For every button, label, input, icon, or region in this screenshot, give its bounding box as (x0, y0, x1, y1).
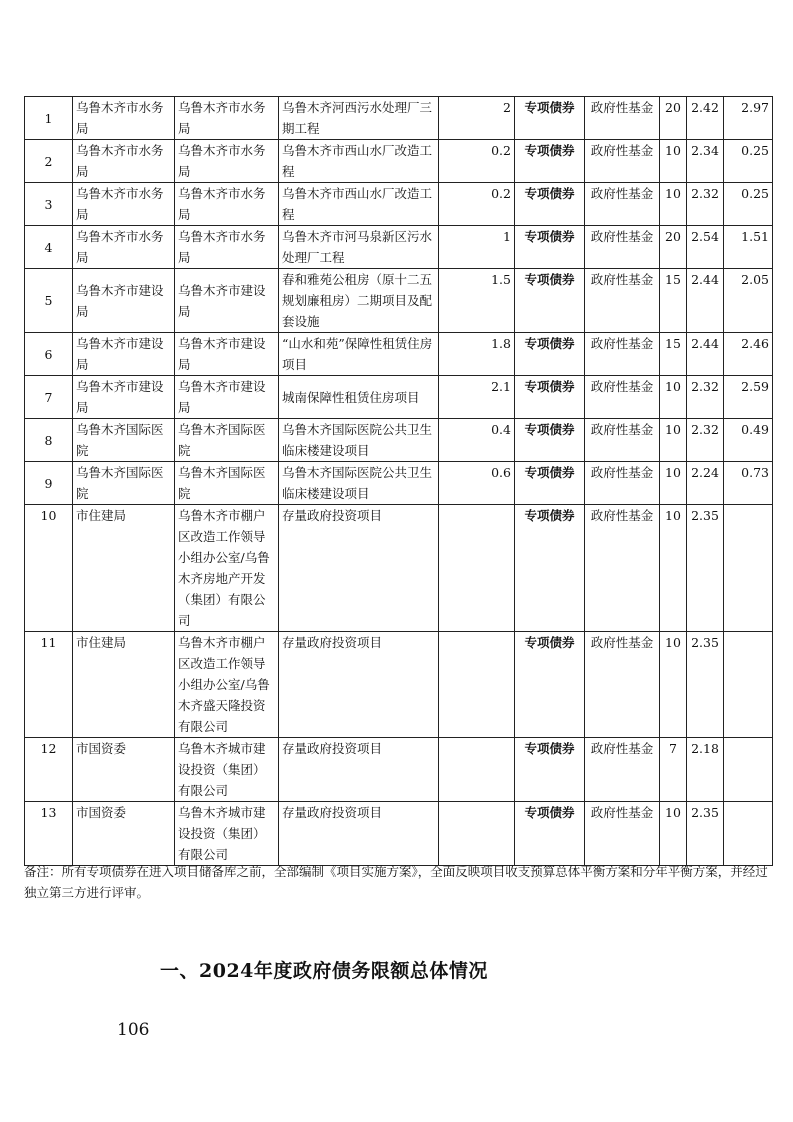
cell-bond-type: 专项债券 (515, 333, 585, 376)
cell-value: 2.05 (724, 269, 773, 333)
cell-implementing-unit: 乌鲁木齐城市建设投资（集团）有限公司 (175, 802, 279, 866)
cell-term: 10 (660, 376, 687, 419)
cell-rate: 2.54 (687, 226, 724, 269)
cell-bond-type: 专项债券 (515, 632, 585, 738)
cell-fund-type: 政府性基金 (585, 419, 660, 462)
table-row (25, 97, 773, 140)
cell-fund-type: 政府性基金 (585, 376, 660, 419)
cell-fund-type: 政府性基金 (585, 632, 660, 738)
cell-implementing-unit: 乌鲁木齐城市建设投资（集团）有限公司 (175, 738, 279, 802)
cell-amount: 0.2 (439, 140, 515, 183)
cell-no: 13 (25, 802, 73, 866)
cell-value: 0.25 (724, 140, 773, 183)
cell-department: 市国资委 (73, 738, 175, 802)
cell-value (724, 632, 773, 738)
cell-implementing-unit: 乌鲁木齐市建设局 (175, 376, 279, 419)
cell-department: 市住建局 (73, 632, 175, 738)
page-number: 106 (117, 1020, 150, 1040)
cell-project: 乌鲁木齐国际医院公共卫生临床楼建设项目 (279, 462, 439, 505)
table-row (25, 376, 773, 419)
cell-implementing-unit: 乌鲁木齐国际医院 (175, 462, 279, 505)
cell-fund-type: 政府性基金 (585, 505, 660, 632)
cell-amount: 1 (439, 226, 515, 269)
cell-amount: 0.2 (439, 183, 515, 226)
cell-department: 乌鲁木齐国际医院 (73, 419, 175, 462)
cell-amount: 2.1 (439, 376, 515, 419)
cell-value: 0.73 (724, 462, 773, 505)
cell-term: 10 (660, 183, 687, 226)
cell-bond-type: 专项债券 (515, 419, 585, 462)
cell-project: 乌鲁木齐市西山水厂改造工程 (279, 183, 439, 226)
cell-bond-type: 专项债券 (515, 226, 585, 269)
cell-bond-type: 专项债券 (515, 97, 585, 140)
cell-rate: 2.18 (687, 738, 724, 802)
cell-bond-type: 专项债券 (515, 802, 585, 866)
debt-project-table (24, 96, 773, 866)
cell-amount (439, 738, 515, 802)
cell-fund-type: 政府性基金 (585, 140, 660, 183)
cell-term: 20 (660, 226, 687, 269)
cell-fund-type: 政府性基金 (585, 97, 660, 140)
cell-rate: 2.44 (687, 333, 724, 376)
footnote: 备注：所有专项债券在进入项目储备库之前，全部编制《项目实施方案》，全面反映项目收支预算总体平衡方案和分年平衡方案，并经过独立第三方进行评审。 (24, 864, 768, 900)
cell-fund-type: 政府性基金 (585, 462, 660, 505)
cell-rate: 2.42 (687, 97, 724, 140)
cell-project: 乌鲁木齐市河马泉新区污水处理厂工程 (279, 226, 439, 269)
cell-rate: 2.32 (687, 183, 724, 226)
cell-department: 市国资委 (73, 802, 175, 866)
cell-implementing-unit: 乌鲁木齐市水务局 (175, 140, 279, 183)
cell-rate: 2.35 (687, 505, 724, 632)
cell-no: 4 (25, 226, 73, 269)
cell-no: 3 (25, 183, 73, 226)
cell-project: “山水和苑”保障性租赁住房项目 (279, 333, 439, 376)
cell-amount: 1.5 (439, 269, 515, 333)
cell-value (724, 802, 773, 866)
cell-rate: 2.32 (687, 376, 724, 419)
cell-no: 5 (25, 269, 73, 333)
cell-fund-type: 政府性基金 (585, 226, 660, 269)
cell-implementing-unit: 乌鲁木齐市棚户区改造工作领导小组办公室/乌鲁木齐房地产开发（集团）有限公司 (175, 505, 279, 632)
cell-term: 15 (660, 333, 687, 376)
cell-department: 乌鲁木齐国际医院 (73, 462, 175, 505)
cell-fund-type: 政府性基金 (585, 183, 660, 226)
cell-no: 10 (25, 505, 73, 632)
cell-project: 乌鲁木齐市西山水厂改造工程 (279, 140, 439, 183)
table-row (25, 269, 773, 333)
cell-fund-type: 政府性基金 (585, 738, 660, 802)
cell-implementing-unit: 乌鲁木齐市水务局 (175, 97, 279, 140)
cell-bond-type: 专项债券 (515, 462, 585, 505)
cell-bond-type: 专项债券 (515, 269, 585, 333)
cell-amount (439, 505, 515, 632)
cell-implementing-unit: 乌鲁木齐国际医院 (175, 419, 279, 462)
cell-term: 20 (660, 97, 687, 140)
cell-rate: 2.24 (687, 462, 724, 505)
cell-project: 城南保障性租赁住房项目 (279, 376, 439, 419)
cell-no: 11 (25, 632, 73, 738)
cell-department: 乌鲁木齐市水务局 (73, 183, 175, 226)
cell-value: 2.97 (724, 97, 773, 140)
cell-implementing-unit: 乌鲁木齐市建设局 (175, 269, 279, 333)
cell-no: 6 (25, 333, 73, 376)
cell-department: 乌鲁木齐市建设局 (73, 269, 175, 333)
cell-term: 7 (660, 738, 687, 802)
cell-project: 春和雅苑公租房（原十二五规划廉租房）二期项目及配套设施 (279, 269, 439, 333)
cell-bond-type: 专项债券 (515, 183, 585, 226)
cell-amount: 0.6 (439, 462, 515, 505)
cell-no: 2 (25, 140, 73, 183)
cell-no: 9 (25, 462, 73, 505)
cell-rate: 2.35 (687, 632, 724, 738)
cell-implementing-unit: 乌鲁木齐市棚户区改造工作领导小组办公室/乌鲁木齐盛天隆投资有限公司 (175, 632, 279, 738)
cell-value: 2.59 (724, 376, 773, 419)
cell-no: 7 (25, 376, 73, 419)
cell-fund-type: 政府性基金 (585, 802, 660, 866)
cell-implementing-unit: 乌鲁木齐市建设局 (175, 333, 279, 376)
cell-department: 乌鲁木齐市建设局 (73, 333, 175, 376)
cell-fund-type: 政府性基金 (585, 333, 660, 376)
cell-rate: 2.35 (687, 802, 724, 866)
section-heading: 一、2024年度政府债务限额总体情况 (160, 960, 488, 982)
cell-no: 1 (25, 97, 73, 140)
cell-implementing-unit: 乌鲁木齐市水务局 (175, 183, 279, 226)
table-row (25, 226, 773, 269)
cell-amount (439, 802, 515, 866)
cell-project: 存量政府投资项目 (279, 738, 439, 802)
cell-value (724, 738, 773, 802)
cell-value: 2.46 (724, 333, 773, 376)
cell-implementing-unit: 乌鲁木齐市水务局 (175, 226, 279, 269)
table-row (25, 802, 773, 866)
table-row (25, 505, 773, 632)
cell-amount: 0.4 (439, 419, 515, 462)
cell-project: 存量政府投资项目 (279, 632, 439, 738)
cell-department: 市住建局 (73, 505, 175, 632)
cell-bond-type: 专项债券 (515, 738, 585, 802)
cell-department: 乌鲁木齐市建设局 (73, 376, 175, 419)
table-row (25, 333, 773, 376)
cell-department: 乌鲁木齐市水务局 (73, 97, 175, 140)
cell-value: 1.51 (724, 226, 773, 269)
table-row (25, 632, 773, 738)
cell-amount (439, 632, 515, 738)
cell-rate: 2.44 (687, 269, 724, 333)
cell-no: 8 (25, 419, 73, 462)
cell-term: 15 (660, 269, 687, 333)
cell-no: 12 (25, 738, 73, 802)
cell-term: 10 (660, 140, 687, 183)
cell-project: 存量政府投资项目 (279, 505, 439, 632)
cell-term: 10 (660, 632, 687, 738)
cell-project: 乌鲁木齐国际医院公共卫生临床楼建设项目 (279, 419, 439, 462)
cell-bond-type: 专项债券 (515, 505, 585, 632)
table-row (25, 183, 773, 226)
cell-fund-type: 政府性基金 (585, 269, 660, 333)
cell-value (724, 505, 773, 632)
cell-project: 乌鲁木齐河西污水处理厂三期工程 (279, 97, 439, 140)
table-row (25, 140, 773, 183)
cell-department: 乌鲁木齐市水务局 (73, 226, 175, 269)
cell-bond-type: 专项债券 (515, 140, 585, 183)
cell-value: 0.25 (724, 183, 773, 226)
cell-term: 10 (660, 462, 687, 505)
cell-term: 10 (660, 505, 687, 632)
cell-amount: 2 (439, 97, 515, 140)
cell-department: 乌鲁木齐市水务局 (73, 140, 175, 183)
cell-bond-type: 专项债券 (515, 376, 585, 419)
cell-project: 存量政府投资项目 (279, 802, 439, 866)
cell-term: 10 (660, 419, 687, 462)
cell-term: 10 (660, 802, 687, 866)
table-row (25, 462, 773, 505)
table-row (25, 419, 773, 462)
cell-rate: 2.32 (687, 419, 724, 462)
cell-value: 0.49 (724, 419, 773, 462)
cell-amount: 1.8 (439, 333, 515, 376)
table-body (25, 97, 773, 866)
cell-rate: 2.34 (687, 140, 724, 183)
table-row (25, 738, 773, 802)
